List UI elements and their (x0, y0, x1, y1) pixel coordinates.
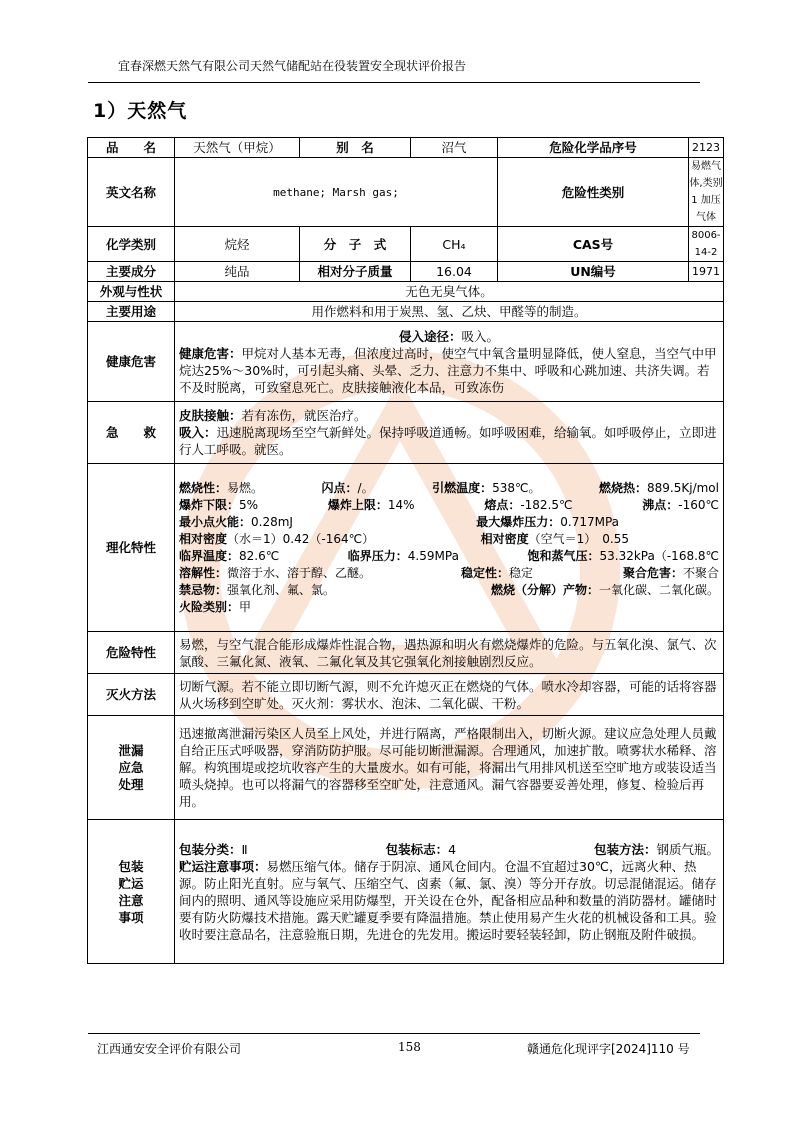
hazcat-label: 危险性类别 (498, 158, 689, 227)
hazcat-value: 易燃气体,类别1 加压气体 (689, 158, 724, 227)
fire-category-label: 火险类别： (179, 599, 240, 614)
ignition-value: 538℃。 (492, 480, 541, 495)
flash-value: /。 (357, 480, 374, 495)
cas-label: CAS号 (498, 227, 689, 262)
un-value: 1971 (689, 262, 724, 282)
footer-rule (88, 1033, 700, 1034)
aid-skin-label: 皮肤接触： (179, 408, 242, 423)
decomposition-value: 一氧化碳、二氧化碳。 (599, 582, 720, 597)
report-code: 赣通危化现评字[2024]110 号 (527, 1042, 690, 1056)
stability-value: 稳定 (509, 565, 534, 580)
formula-value: CH₄ (411, 227, 498, 262)
health-hazard-value: 甲烷对人基本无毒，但浓度过高时，使空气中氧含量明显降低，使人窒息，当空气中甲烷达25%～30%时，可引起头痛、头晕、乏力、注意力不集中、呼吸和心跳加速、共济失调。若不及时脱离，可致窒息死亡。皮肤接触液化本品，可致冻伤 (179, 345, 717, 395)
section-title: 1）天然气 (93, 100, 188, 122)
crit-temp-label: 临界温度： (179, 548, 240, 563)
ignition-label: 引燃温度： (432, 480, 493, 495)
footer-company: 江西通安安全评价有限公司 (97, 1042, 242, 1056)
pack-class-label: 包装分类： (179, 841, 242, 857)
vapor-press-value: 53.32kPa（-168.8℃ (599, 548, 720, 563)
pack-method-value: 钢质气瓶。 (656, 841, 720, 857)
pack-content (175, 820, 724, 964)
flammability-value: 易燃。 (227, 480, 264, 495)
use-label: 主要用途 (88, 302, 175, 322)
stability-label: 稳定性： (460, 565, 509, 580)
report-header: 宜春深燃天然气有限公司天然气储配站在役装置安全现状评价报告 (118, 59, 467, 73)
hazno-label: 危险化学品序号 (498, 138, 689, 158)
pack-class-value: Ⅱ (241, 841, 248, 857)
uel-value: 14% (387, 497, 415, 512)
alias-label: 别 名 (300, 138, 411, 158)
crit-press-value: 4.59MPa (407, 548, 459, 563)
heat-label: 燃烧热： (599, 480, 648, 495)
fire-category-value: 甲 (239, 599, 252, 614)
mp-value: -182.5℃ (520, 497, 573, 512)
alias-value: 沼气 (411, 138, 498, 158)
danger-value: 易燃，与空气混合能形成爆炸性混合物，遇热源和明火有燃烧爆炸的危险。与五氧化溴、氯气、次氯酸、三氟化氮、液氧、二氟化氧及其它强氧化剂接触剧烈反应。 (175, 632, 724, 674)
name-label: 品 名 (88, 138, 175, 158)
pack-label: 包装 贮运 注意 事项 (88, 820, 175, 964)
en-name-value: methane; Marsh gas; (175, 158, 498, 227)
formula-label: 分 子 式 (300, 227, 411, 262)
composition-value: 纯品 (175, 262, 300, 282)
flash-label: 闪点： (321, 480, 358, 495)
leak-value: 迅速撤离泄漏污染区人员至上风处，并进行隔离，严格限制出入，切断火源。建议应急处理人员戴自给正压式呼吸器，穿消防防护服。尽可能切断泄漏源。合理通风，加速扩散。喷雾状水稀释、溶解。构筑围堤或挖坑收容产生的大量废水。如有可能，将漏出气用排风机送至空旷地方或装设适当喷头烧掉。也可以将漏气的容器移至空旷处，注意通风。漏气容器要妥善处理，修复、检验后再用。 (175, 716, 724, 820)
health-label: 健康危害 (88, 322, 175, 402)
bp-value: -160℃ (678, 497, 720, 512)
firefighting-label: 灭火方法 (88, 674, 175, 716)
health-route-value: 吸入。 (461, 328, 500, 344)
uel-label: 爆炸上限： (327, 497, 388, 512)
heat-value: 889.5Kj/mol (647, 480, 719, 495)
health-route-label: 侵入途径： (398, 328, 462, 344)
appearance-value: 无色无臭气体。 (175, 282, 724, 302)
rd-water-value: （水＝1）0.42（-164℃） (227, 531, 375, 546)
polymerization-label: 聚合危害： (622, 565, 683, 580)
polymerization-value: 不聚合 (682, 565, 719, 580)
lel-label: 爆炸下限： (179, 497, 240, 512)
aid-inhale-value: 迅速脱离现场至空气新鲜处。保持呼吸道通畅。如呼吸困难，给输氧。如呼吸停止，立即进行人工呼吸。就医。 (179, 425, 717, 457)
mie-label: 最小点火能： (179, 514, 252, 529)
mp-label: 熔点： (484, 497, 521, 512)
pack-method-label: 包装方法： (593, 841, 657, 857)
storage-value: 易燃压缩气体。储存于阴凉、通风仓间内。仓温不宜超过30℃，远离火种、热源。防止阳光直射。应与氧气、压缩空气、卤素（氟、氯、溴）等分开存放。切忌混储混运。储存间内的照明、通风等设施应采用防爆型，开关设在仓外，配备相应品种和数量的消防器材。罐储时要有防火防爆技术措施。露天贮罐夏季要有降温措施。禁止使用易产生火花的机械设备和工具。验收时要注意品名，注意验瓶日期，先进仓的先发用。搬运时要轻装轻卸，防止钢瓶及附件破损。 (179, 858, 717, 942)
firefighting-value: 切断气源。若不能立即切断气源，则不允许熄灭正在燃烧的气体。喷水冷却容器，可能的话将容器从火场移到空旷处。灭火剂：雾状水、泡沫、二氧化碳、干粉。 (175, 674, 724, 716)
first-aid-label: 急 救 (88, 402, 175, 464)
aid-inhale-label: 吸入： (179, 425, 217, 440)
hazno-value: 2123 (689, 138, 724, 158)
rd-water-label: 相对密度 (179, 531, 228, 546)
rd-air-value: （空气＝1） 0.55 (528, 531, 630, 546)
mw-value: 16.04 (411, 262, 498, 282)
msds-table (87, 137, 724, 964)
pack-mark-value: 4 (448, 841, 457, 857)
storage-label: 贮运注意事项： (179, 858, 267, 874)
maxp-value: 0.717MPa (560, 514, 620, 529)
lel-value: 5% (239, 497, 259, 512)
chemtype-value: 烷烃 (175, 227, 300, 262)
chemtype-label: 化学类别 (88, 227, 175, 262)
aid-skin-value: 若有冻伤，就医治疗。 (241, 408, 367, 423)
health-hazard-label: 健康危害： (179, 345, 242, 361)
incompatibles-label: 禁忌物： (179, 582, 228, 597)
bp-label: 沸点： (642, 497, 679, 512)
incompatibles-value: 强氧化剂、氟、氯。 (227, 582, 336, 597)
pack-mark-label: 包装标志： (385, 841, 449, 857)
crit-temp-value: 82.6℃ (239, 548, 280, 563)
name-value: 天然气（甲烷） (175, 138, 300, 158)
solubility-value: 微溶于水、溶于醇、乙醚。 (227, 565, 372, 580)
solubility-label: 溶解性： (179, 565, 228, 580)
decomposition-label: 燃烧（分解）产物： (490, 582, 599, 597)
physchem-content (175, 464, 724, 632)
use-value: 用作燃料和用于炭黑、氢、乙炔、甲醛等的制造。 (175, 302, 724, 322)
crit-press-label: 临界压力： (347, 548, 408, 563)
mie-value: 0.28mJ (251, 514, 293, 529)
composition-label: 主要成分 (88, 262, 175, 282)
rd-air-label: 相对密度 (480, 531, 529, 546)
un-label: UN编号 (498, 262, 689, 282)
appearance-label: 外观与性状 (88, 282, 175, 302)
health-content (175, 322, 724, 402)
mw-label: 相对分子质量 (300, 262, 411, 282)
leak-label: 泄漏 应急 处理 (88, 716, 175, 820)
maxp-label: 最大爆炸压力： (476, 514, 561, 529)
page-number: 158 (398, 1040, 421, 1054)
cas-value: 8006-14-2 (689, 227, 724, 262)
vapor-press-label: 饱和蒸气压： (527, 548, 600, 563)
physchem-label: 理化特性 (88, 464, 175, 632)
danger-label: 危险特性 (88, 632, 175, 674)
en-name-label: 英文名称 (88, 158, 175, 227)
header-rule (88, 82, 700, 83)
flammability-label: 燃烧性： (179, 480, 228, 495)
first-aid-content (175, 402, 724, 464)
